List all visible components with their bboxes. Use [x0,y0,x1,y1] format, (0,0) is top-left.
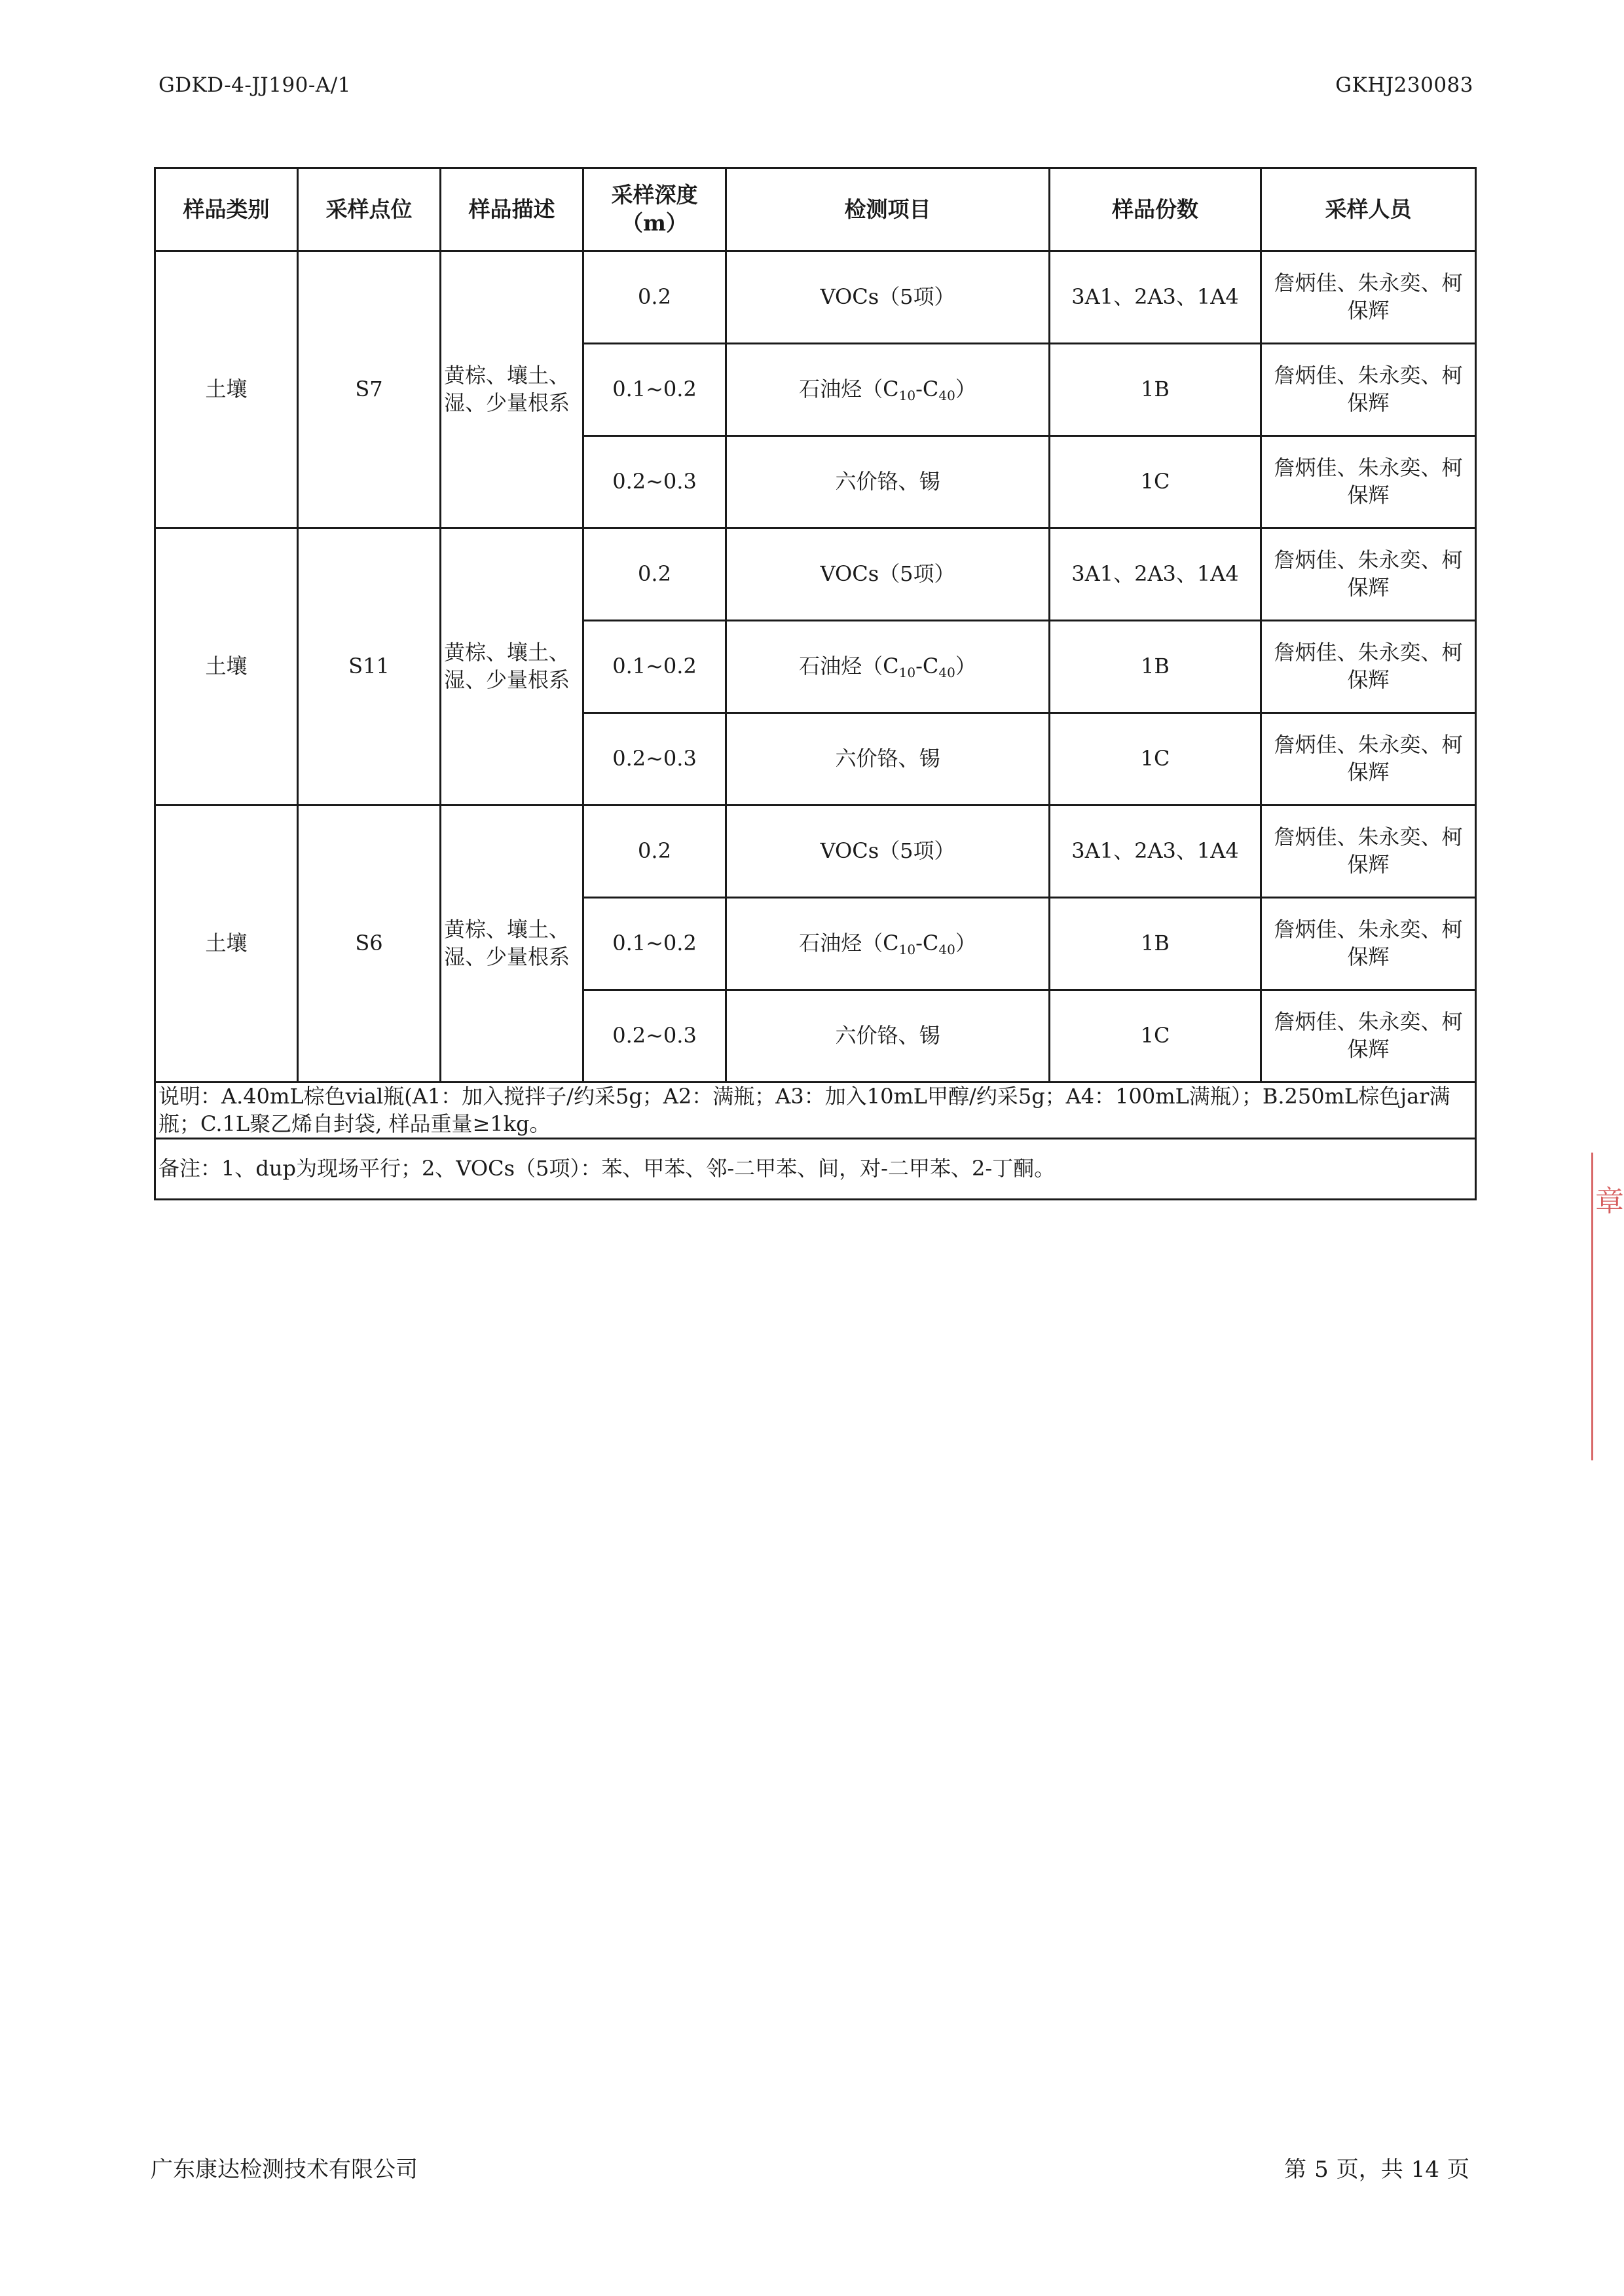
cell-desc: 黄棕、壤土、 湿、少量根系 [441,805,583,1083]
cell-item: 六价铬、锡 [726,436,1050,528]
cell-person: 詹炳佳、朱永奕、柯 保辉 [1261,251,1476,344]
doc-code: GDKD-4-JJ190-A/1 [158,73,351,97]
cell-point: S6 [298,805,441,1083]
table-header-row [155,168,1476,251]
cell-category: 土壤 [155,528,298,805]
cell-depth: 0.1~0.2 [583,898,726,990]
cell-category: 土壤 [155,805,298,1083]
cell-item: 石油烃$(C_{10}-C_{40})$ [726,344,1050,436]
cell-depth: 0.1~0.2 [583,621,726,713]
cell-depth: 0.2~0.3 [583,436,726,528]
cell-item: VOCs（5项） [726,251,1050,344]
cell-item: VOCs（5项） [726,805,1050,898]
cell-desc: 黄棕、壤土、 湿、少量根系 [441,251,583,528]
table-row [155,528,1476,621]
col-header-item: 检测项目 [726,168,1050,251]
col-header-point: 采样点位 [298,168,441,251]
remark-row [155,1139,1476,1200]
cell-count: 1B [1050,621,1261,713]
cell-person: 詹炳佳、朱永奕、柯 保辉 [1261,805,1476,898]
cell-item: 石油烃$(C_{10}-C_{40})$ [726,621,1050,713]
cell-count: 1C [1050,713,1261,805]
cell-person: 詹炳佳、朱永奕、柯 保辉 [1261,713,1476,805]
note-text: 说明：A.40mL棕色vial瓶(A1：加入搅拌子/约采5g；A2：满瓶；A3：加入10mL甲醇/约采5g；A4：100mL满瓶）；B.250mL棕色jar满 瓶；C.1L聚乙烯自封袋, 样品重量≥1kg。 [155,1083,1476,1139]
page-number: 第 5 页，共 14 页 [1284,2157,1469,2183]
seal-stamp: 章 [1591,1153,1624,1460]
cell-count: 1B [1050,344,1261,436]
cell-count: 1C [1050,990,1261,1083]
cell-depth: 0.2~0.3 [583,990,726,1083]
cell-count: 1C [1050,436,1261,528]
table-row [155,805,1476,898]
cell-person: 詹炳佳、朱永奕、柯 保辉 [1261,436,1476,528]
remark-text: 备注：1、dup为现场平行；2、VOCs（5项）：苯、甲苯、邻-二甲苯、间，对-二甲苯、2-丁酮。 [155,1139,1476,1200]
col-header-person: 采样人员 [1261,168,1476,251]
cell-depth: 0.1~0.2 [583,344,726,436]
cell-item: 石油烃$(C_{10}-C_{40})$ [726,898,1050,990]
cell-person: 詹炳佳、朱永奕、柯 保辉 [1261,528,1476,621]
cell-person: 詹炳佳、朱永奕、柯 保辉 [1261,621,1476,713]
table-row [155,251,1476,344]
note-row [155,1083,1476,1139]
sampling-table [154,167,1477,1200]
company-name: 广东康达检测技术有限公司 [151,2157,418,2183]
cell-count: 1B [1050,898,1261,990]
cell-category: 土壤 [155,251,298,528]
col-header-category: 样品类别 [155,168,298,251]
cell-depth: 0.2 [583,805,726,898]
cell-item: 六价铬、锡 [726,713,1050,805]
cell-count: 3A1、2A3、1A4 [1050,805,1261,898]
cell-desc: 黄棕、壤土、 湿、少量根系 [441,528,583,805]
cell-depth: 0.2 [583,528,726,621]
report-number: GKHJ230083 [1335,73,1473,97]
cell-person: 詹炳佳、朱永奕、柯 保辉 [1261,344,1476,436]
cell-depth: 0.2 [583,251,726,344]
cell-point: S11 [298,528,441,805]
col-header-depth: 采样深度 （m） [583,168,726,251]
cell-item: VOCs（5项） [726,528,1050,621]
cell-person: 詹炳佳、朱永奕、柯 保辉 [1261,898,1476,990]
cell-point: S7 [298,251,441,528]
cell-depth: 0.2~0.3 [583,713,726,805]
cell-count: 3A1、2A3、1A4 [1050,528,1261,621]
cell-item: 六价铬、锡 [726,990,1050,1083]
cell-person: 詹炳佳、朱永奕、柯 保辉 [1261,990,1476,1083]
cell-count: 3A1、2A3、1A4 [1050,251,1261,344]
col-header-desc: 样品描述 [441,168,583,251]
col-header-count: 样品份数 [1050,168,1261,251]
